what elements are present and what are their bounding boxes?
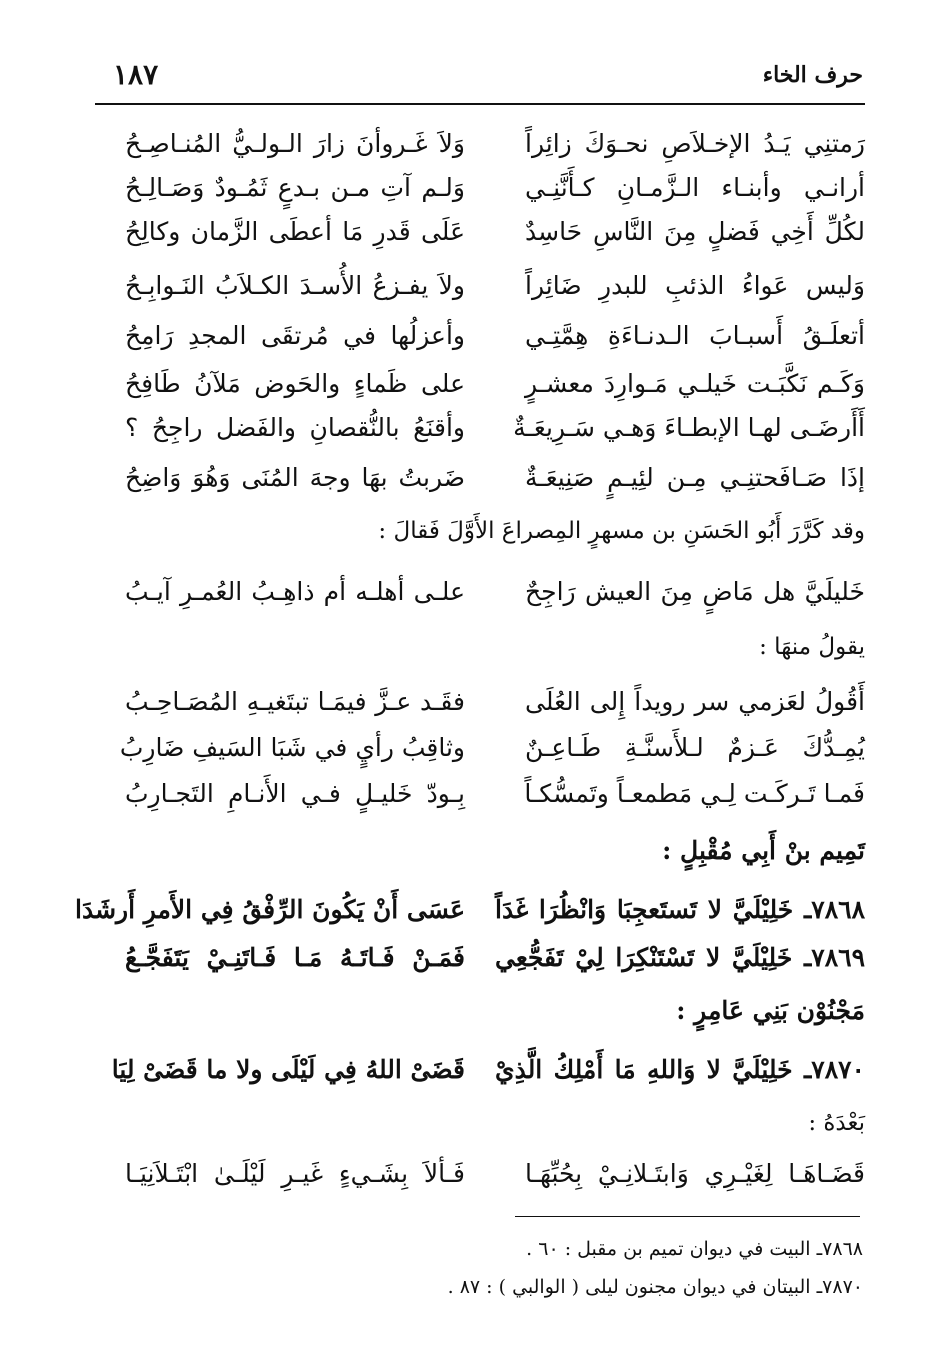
verse-first-hemistich: إذَا صَـافَحتنِـي مِـن لئِيـمٍ صَنِيعَـةٌ xyxy=(525,463,865,492)
poet-heading: مَجْنُوْن بَنِي عَامِرٍ : xyxy=(676,996,865,1025)
verse-line xyxy=(95,724,865,772)
verse-second-hemistich: وَلاَ غَـروأنَ زارَ الـولـيُّ المُنـاصِـحُ xyxy=(125,129,465,158)
verse-first-text: خَلِيْلَيَّ لا تَسْتَنْكِرَا لِيْ تَفَجُّعِي xyxy=(495,943,793,972)
verse-first-hemistich xyxy=(495,1046,865,1094)
verse-line xyxy=(95,1150,865,1198)
verse-first-hemistich: وَكَـم نَكَّبَـت خَيلـي مَـوارِدَ معشـرٍ xyxy=(525,369,865,398)
prose-intro: وقد كَرَّرَ أَبُو الحَسَنِ بن مسهرٍ المِصراعَ الأَوَّلَ فَقالَ : xyxy=(378,518,865,544)
verse-line xyxy=(95,770,865,818)
verse-second-hemistich: علـى أهلـه أم ذاهِـبُ العُمـرِ آيـبُ xyxy=(125,577,465,606)
verse-first-hemistich: لكُلِّ أَخِي فَضلٍ مِنَ النَّاسِ حَاسِدٌ xyxy=(525,217,865,246)
verse-line xyxy=(95,164,865,212)
verse-first-hemistich: رَمتنِي يَـدُ الإخـلاَصِ نحـوَكَ زائِراً xyxy=(525,129,865,158)
page-number: ١٨٧ xyxy=(113,58,159,91)
verse-first-hemistich: أَأَرضَـى لهـا الإبطـاءَ وَهـي سَـرِيعَـةٌ xyxy=(513,413,865,442)
verse-second-hemistich: عَسَى أَنْ يَكُونَ الرِّفْقُ فِي الأَمرِ أَرشَدَا xyxy=(75,895,465,924)
verse-first-hemistich: فَمـا تَـركَـت لِـي مَطمعـاً وتَمسُّكـاً xyxy=(524,779,865,808)
verse-line xyxy=(95,404,865,452)
verse-first-hemistich: أَقُولُ لعَزمي سر رويداً إِلى العُلَى xyxy=(525,687,865,716)
verse-first-hemistich: أتعلَـقُ أَسبـابَ الـدنـاءَةِ هِمَّتِـي xyxy=(525,321,865,350)
footnote-rule xyxy=(515,1216,860,1217)
verse-line xyxy=(95,120,865,168)
poet-heading: تَمِيم بنْ أَبِي مُقْبِلٍ : xyxy=(662,836,865,865)
verse-line xyxy=(95,262,865,310)
verse-second-hemistich: بِـودّ خَليـلٍ فـي الأَنـامِ التَجـارِبُ xyxy=(125,779,465,808)
prose-intro: بَعْدَهُ : xyxy=(808,1110,865,1136)
header-rule xyxy=(95,103,865,105)
verse-number: ٧٨٦٨ـ xyxy=(803,895,865,924)
verse-first-text: خَلِيْلَيَّ لا وَاللهِ مَا أَمْلِكُ الَّذِيْ xyxy=(495,1055,793,1084)
verse-second-hemistich: فَـألاَ بِشَـيءٍ غَيـرِ لَيْلَـىٰ ابْتَـلاَنِيَـا xyxy=(125,1159,465,1188)
verse-line xyxy=(95,360,865,408)
verse-line xyxy=(95,208,865,256)
verse-line xyxy=(95,568,865,616)
section-title: حرف الخاء xyxy=(762,62,863,88)
verse-first-hemistich: خَليلَيَّ هل مَاضٍ مِنَ العيش رَاجِحٌ xyxy=(525,577,865,606)
verse-first-hemistich: أرانـي وأبنـاء الـزَّمـانِ كـأَنَّنِـي xyxy=(525,173,865,202)
verse-line xyxy=(95,312,865,360)
verse-second-hemistich: على ظَماءٍ والحَوض مَلآنُ طَافِحُ xyxy=(125,369,465,398)
verse-second-hemistich: فَمَـنْ فَـاتَـهُ مَـا فَـاتَنِـيْ يَتَفَجَّـعُ xyxy=(125,943,465,972)
verse-first-hemistich xyxy=(495,934,865,982)
verse-first-hemistich: يُمِـدُّكَ عَـزمٌ لـلأَسنَّـةِ طَـاعِـنٌ xyxy=(525,733,865,762)
verse-first-text: خَلِيْلَيَّ لا تَستَعجِبَا وَانْظُرَا غَدَاً xyxy=(495,895,794,924)
verse-second-hemistich: وأقنَعُ بالنُّقصانِ والفَضل راجِحُ ؟ xyxy=(125,413,465,442)
verse-second-hemistich: وأعزلُها في مُرتقَى المجدِ رَامِحُ xyxy=(125,321,465,350)
verse-line-numbered xyxy=(75,886,865,934)
footnote: ٧٨٧٠ـ البيتان في ديوان مجنون ليلى ( الوالبي ) : ٨٧ . xyxy=(447,1276,863,1298)
verse-first-hemistich: قَضَـاهَـا لِغَيْـرِي وَابتَـلانِـيْ بِحُبِّهَـا xyxy=(525,1159,865,1188)
verse-number: ٧٨٧٠ـ xyxy=(803,1055,865,1084)
footnote: ٧٨٦٨ـ البيت في ديوان تميم بن مقبل : ٦٠ . xyxy=(526,1238,863,1260)
verse-second-hemistich: قَضَىْ اللهُ فِي لَيْلَى ولا ما قَضَىْ لِيَا xyxy=(111,1055,465,1084)
verse-second-hemistich: وَلـم آتِ مـن بـدعٍ ثَمُـودٌ وَصَـالِـحُ xyxy=(125,173,465,202)
prose-intro: يقولُ منهَا : xyxy=(759,634,865,660)
verse-line-numbered xyxy=(95,1046,865,1094)
verse-first-hemistich xyxy=(495,886,865,934)
verse-second-hemistich: ضَربتُ بهَا وجهَ المُنَى وَهُوَ وَاضِحُ xyxy=(125,463,465,492)
verse-second-hemistich: فقَـد عـزَّ فيمَـا تبتَغيـهِ المُصَـاحِـبُ xyxy=(125,687,465,716)
verse-line-numbered xyxy=(95,934,865,982)
verse-second-hemistich: وثاقِبُ رأيٍ في شَبَا السَيفِ ضَارِبُ xyxy=(119,733,465,762)
verse-second-hemistich: عَلَى قَدرِ مَا أعطَى الزَّمان وكالِحُ xyxy=(125,217,465,246)
verse-line xyxy=(95,678,865,726)
verse-first-hemistich: وَليس عَواءُ الذئبِ للبدرِ ضَائِراً xyxy=(525,271,865,300)
verse-line xyxy=(95,454,865,502)
verse-second-hemistich: ولاَ يفـزعُ الأُسـدَ الكـلاَبُ النَـوابِـحُ xyxy=(125,271,465,300)
verse-number: ٧٨٦٩ـ xyxy=(803,943,865,972)
